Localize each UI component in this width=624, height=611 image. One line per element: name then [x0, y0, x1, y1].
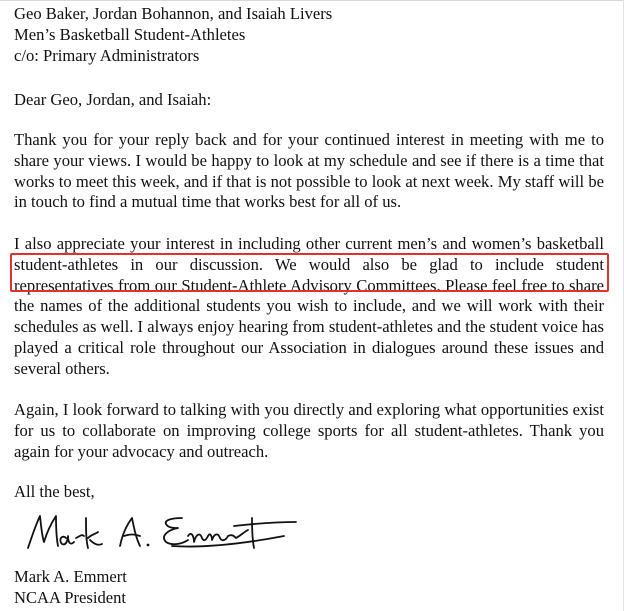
recipient-names: Geo Baker, Jordan Bohannon, and Isaiah Livers	[14, 4, 333, 23]
page-top-border	[0, 0, 624, 1]
salutation: Dear Geo, Jordan, and Isaiah:	[14, 90, 212, 109]
signer-title: NCAA President	[14, 588, 127, 607]
recipient-care-of: c/o: Primary Administrators	[14, 46, 200, 65]
closing: All the best,	[14, 482, 95, 501]
paragraph-3: Again, I look forward to talking with you directly and exploring what opportunities exist for us to collaborate on improving college sports for all student-athletes. Thank you again for your advocacy and outreach.	[14, 400, 604, 461]
red-highlight-box	[10, 253, 609, 292]
paragraph-1: Thank you for your reply back and for your continued interest in meeting with me to share your views. I would be happy to look at my schedule and see if there is a time that works to meet this week, and if that is not possible to look at next week. My staff will be in touch to find a mutual time that works best for all of us.	[14, 130, 604, 212]
signer-name: Mark A. Emmert	[14, 567, 127, 586]
recipient-team: Men’s Basketball Student-Athletes	[14, 25, 246, 44]
paragraph-2: I also appreciate your interest in including other current men’s and women’s basketball student-athletes in our discussion. We would also be glad to include student representatives from our Student-Athlete Advisory Committees. Please feel free to share the names of the additional students you wish to include, and we will work with their schedules as well. I always enjoy hearing from student-athletes and the student voice has played a critical role throughout our Association in dialogues around these issues and several others.	[14, 234, 604, 378]
signature-image	[22, 508, 302, 556]
